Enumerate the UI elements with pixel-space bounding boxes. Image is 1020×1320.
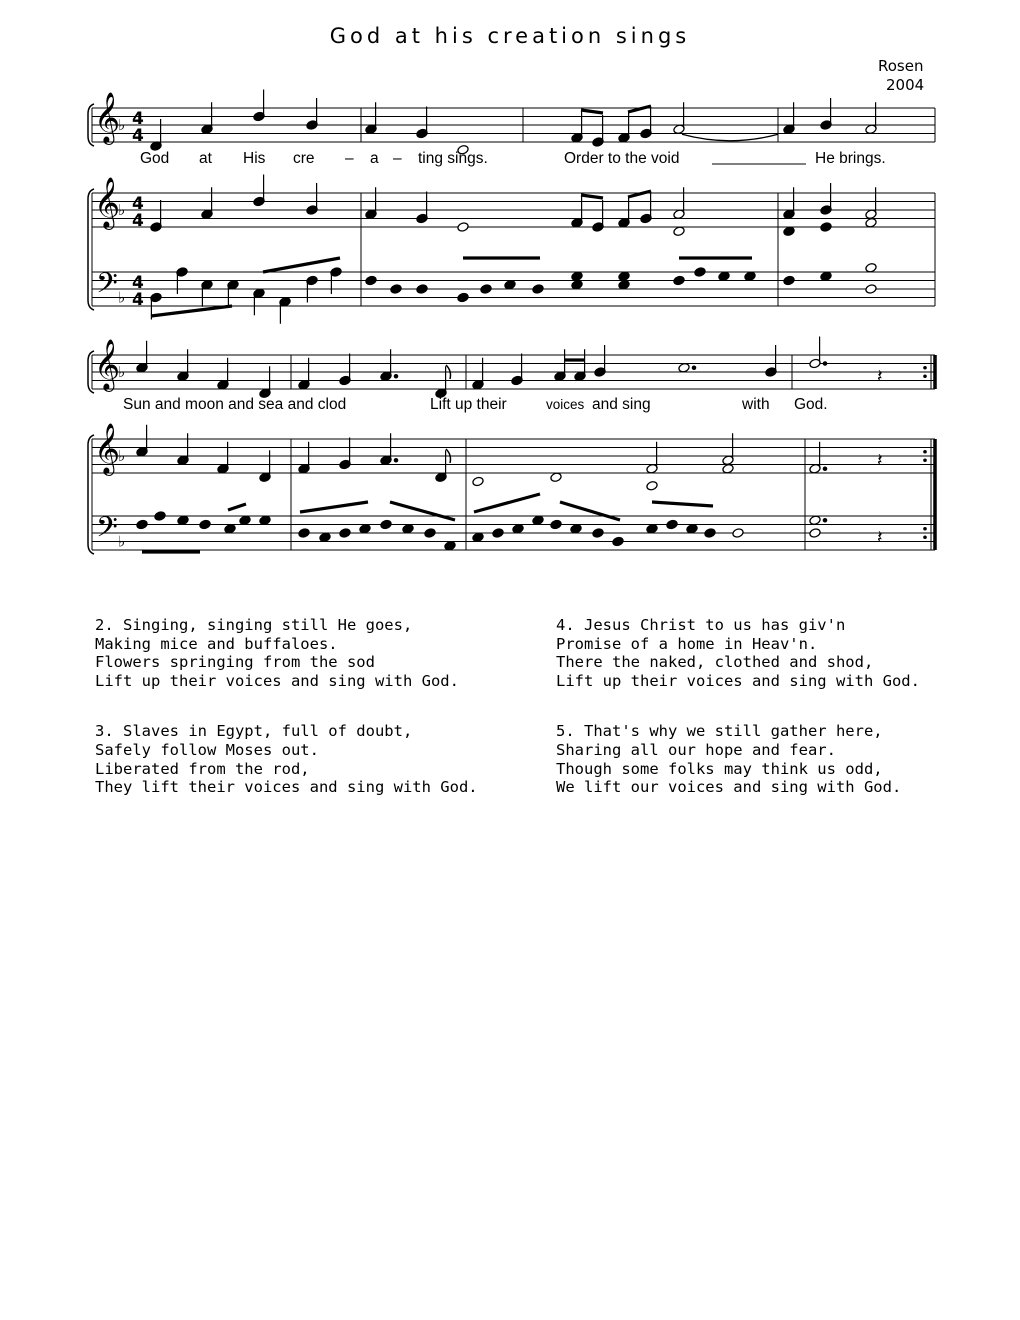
half-note — [809, 528, 821, 539]
quarter-note — [618, 271, 630, 282]
note-dot — [823, 362, 827, 366]
lyric-word: God. — [794, 396, 828, 413]
note-beam — [560, 502, 620, 520]
half-note — [472, 476, 484, 487]
song-title: God at his creation sings — [329, 24, 691, 48]
staff-bass-2 — [92, 516, 935, 550]
staff-treble-1 — [92, 193, 935, 227]
treble-clef-icon: 𝄞 — [94, 423, 121, 474]
quarter-note — [783, 226, 795, 237]
repeat-dot — [923, 450, 927, 454]
note-beam — [581, 110, 603, 113]
quarter-note — [744, 271, 756, 282]
verse-line: Lift up their voices and sing with God. — [95, 671, 459, 690]
quarter-note — [380, 519, 392, 530]
repeat-dot — [923, 366, 927, 370]
note-dot — [692, 366, 696, 370]
verse-line: We lift our voices and sing with God. — [556, 778, 902, 797]
note-beam — [581, 195, 603, 198]
time-signature-bottom: 4 — [132, 290, 144, 310]
tie — [682, 134, 778, 141]
treble-clef-icon: 𝄞 — [94, 339, 121, 390]
quarter-note — [472, 532, 484, 543]
time-signature-top: 4 — [132, 194, 144, 214]
verses-right-column — [556, 616, 920, 811]
lyric-word: ting sings. — [418, 150, 488, 167]
quarter-note — [339, 528, 351, 539]
quarter-note — [390, 284, 402, 295]
verse — [95, 616, 478, 690]
flat-icon: ♭ — [118, 116, 126, 134]
verse — [95, 722, 478, 796]
note-beam — [263, 258, 340, 272]
half-note — [678, 362, 690, 373]
treble-clef-icon: 𝄞 — [94, 92, 121, 143]
quarter-note — [686, 523, 698, 534]
lyric-word: Sun and moon and sea and clod — [123, 396, 347, 413]
quarter-note — [365, 275, 377, 286]
quarter-note — [444, 540, 456, 551]
half-note — [865, 262, 877, 273]
lyric-word: God — [140, 150, 170, 167]
half-note — [732, 528, 744, 539]
quarter-note — [532, 284, 544, 295]
half-note — [865, 217, 877, 228]
verse-line: 3. Slaves in Egypt, full of doubt, — [95, 722, 413, 741]
verse-line: 4. Jesus Christ to us has giv'n — [556, 616, 846, 634]
lyric-word: voices — [546, 397, 585, 412]
quarter-note — [570, 523, 582, 534]
quarter-note — [224, 523, 236, 534]
half-note — [673, 226, 685, 237]
note-beam — [300, 502, 368, 512]
quarter-note — [532, 515, 544, 526]
quarter-note — [592, 528, 604, 539]
verse-line: Liberated from the rod, — [95, 759, 310, 778]
quarter-note — [492, 528, 504, 539]
verse-line: Sharing all our hope and fear. — [556, 740, 836, 759]
quarter-note — [359, 523, 371, 534]
verse — [556, 616, 920, 690]
repeat-dot — [923, 527, 927, 531]
quarter-note — [480, 284, 492, 295]
note-dot — [394, 374, 398, 378]
quarter-note — [571, 271, 583, 282]
quarter-note — [646, 523, 658, 534]
repeat-dot — [923, 458, 927, 462]
lyric-word: – — [393, 150, 402, 167]
bass-clef-icon: 𝄢 — [96, 511, 118, 551]
treble-clef-icon: 𝄞 — [94, 177, 121, 228]
flat-icon: ♭ — [118, 288, 126, 307]
composer-name: Rosen — [878, 57, 924, 75]
quarter-note — [136, 519, 148, 530]
half-note — [722, 463, 734, 474]
quarter-note — [319, 532, 331, 543]
lyric-word: Order to the void — [564, 150, 680, 167]
note-beam — [390, 502, 455, 520]
staff-bass-1 — [92, 272, 935, 306]
time-signature-bottom: 4 — [132, 211, 144, 231]
flat-icon: ♭ — [118, 532, 126, 551]
verse-line: They lift their voices and sing with God. — [95, 778, 478, 797]
quarter-note — [259, 515, 271, 526]
quarter-note — [239, 515, 251, 526]
quarter-note — [571, 279, 583, 290]
bass-clef-icon: 𝄢 — [96, 267, 118, 307]
note-beam — [652, 502, 713, 506]
quarter-note — [550, 519, 562, 530]
quarter-rest-icon: 𝄽 — [877, 527, 883, 548]
quarter-note — [673, 275, 685, 286]
note-dot — [823, 518, 827, 522]
lyric-word: He brings. — [815, 150, 886, 167]
quarter-note — [416, 284, 428, 295]
half-note — [646, 480, 658, 491]
quarter-note — [694, 267, 706, 278]
verse-line: Making mice and buffaloes. — [95, 634, 338, 653]
quarter-note — [618, 279, 630, 290]
note-beam — [151, 306, 232, 316]
flat-icon: ♭ — [118, 201, 126, 219]
quarter-note — [820, 222, 832, 233]
note-dot — [394, 458, 398, 462]
note-beam — [628, 106, 651, 112]
quarter-note — [718, 271, 730, 282]
staff-melody-1 — [92, 108, 935, 142]
verse-line: 5. That's why we still gather here, — [556, 722, 883, 741]
quarter-rest-icon: 𝄽 — [877, 450, 883, 471]
time-signature-top: 4 — [132, 273, 144, 293]
lyric-word: a — [370, 150, 379, 167]
note-beam — [474, 494, 540, 512]
quarter-note — [820, 271, 832, 282]
verse-line: Flowers springing from the sod — [95, 653, 375, 672]
verses-left-column — [95, 616, 478, 811]
verse-line: 2. Singing, singing still He goes, — [95, 616, 413, 634]
verse-line: There the naked, clothed and shod, — [556, 653, 874, 672]
verse-line: Safely follow Moses out. — [95, 740, 319, 759]
half-note — [865, 284, 877, 295]
half-note — [457, 222, 469, 233]
lyric-word: cre — [293, 150, 315, 167]
quarter-note — [457, 292, 469, 303]
music-score — [0, 0, 1020, 600]
repeat-dot — [923, 535, 927, 539]
note-beam — [228, 504, 246, 510]
quarter-note — [298, 528, 310, 539]
note-beam — [628, 191, 651, 197]
lyric-word: at — [199, 150, 212, 167]
half-note — [809, 515, 821, 526]
flat-icon: ♭ — [118, 363, 126, 381]
lyric-word: His — [243, 150, 266, 167]
verse — [556, 722, 920, 796]
repeat-dot — [923, 374, 927, 378]
flat-icon: ♭ — [118, 447, 126, 465]
lyric-word: – — [345, 150, 354, 167]
quarter-note — [783, 275, 795, 286]
quarter-note — [704, 528, 716, 539]
time-signature-bottom: 4 — [132, 126, 144, 146]
quarter-rest-icon: 𝄽 — [877, 366, 883, 387]
lyric-word: and sing — [592, 396, 651, 413]
half-note — [550, 472, 562, 483]
quarter-note — [154, 511, 166, 522]
composition-year: 2004 — [886, 76, 925, 94]
verse-line: Though some folks may think us odd, — [556, 759, 883, 778]
verse-line: Lift up their voices and sing with God. — [556, 671, 920, 690]
lyric-word: Lift up their — [430, 396, 507, 413]
quarter-note — [402, 523, 414, 534]
note-dot — [823, 467, 827, 471]
quarter-note — [424, 528, 436, 539]
quarter-note — [504, 279, 516, 290]
verse-line: Promise of a home in Heav'n. — [556, 634, 818, 653]
lyric-word: with — [742, 396, 770, 413]
quarter-note — [512, 523, 524, 534]
time-signature-top: 4 — [132, 109, 144, 129]
quarter-note — [612, 536, 624, 547]
quarter-note — [666, 519, 678, 530]
quarter-note — [177, 515, 189, 526]
quarter-note — [199, 519, 211, 530]
